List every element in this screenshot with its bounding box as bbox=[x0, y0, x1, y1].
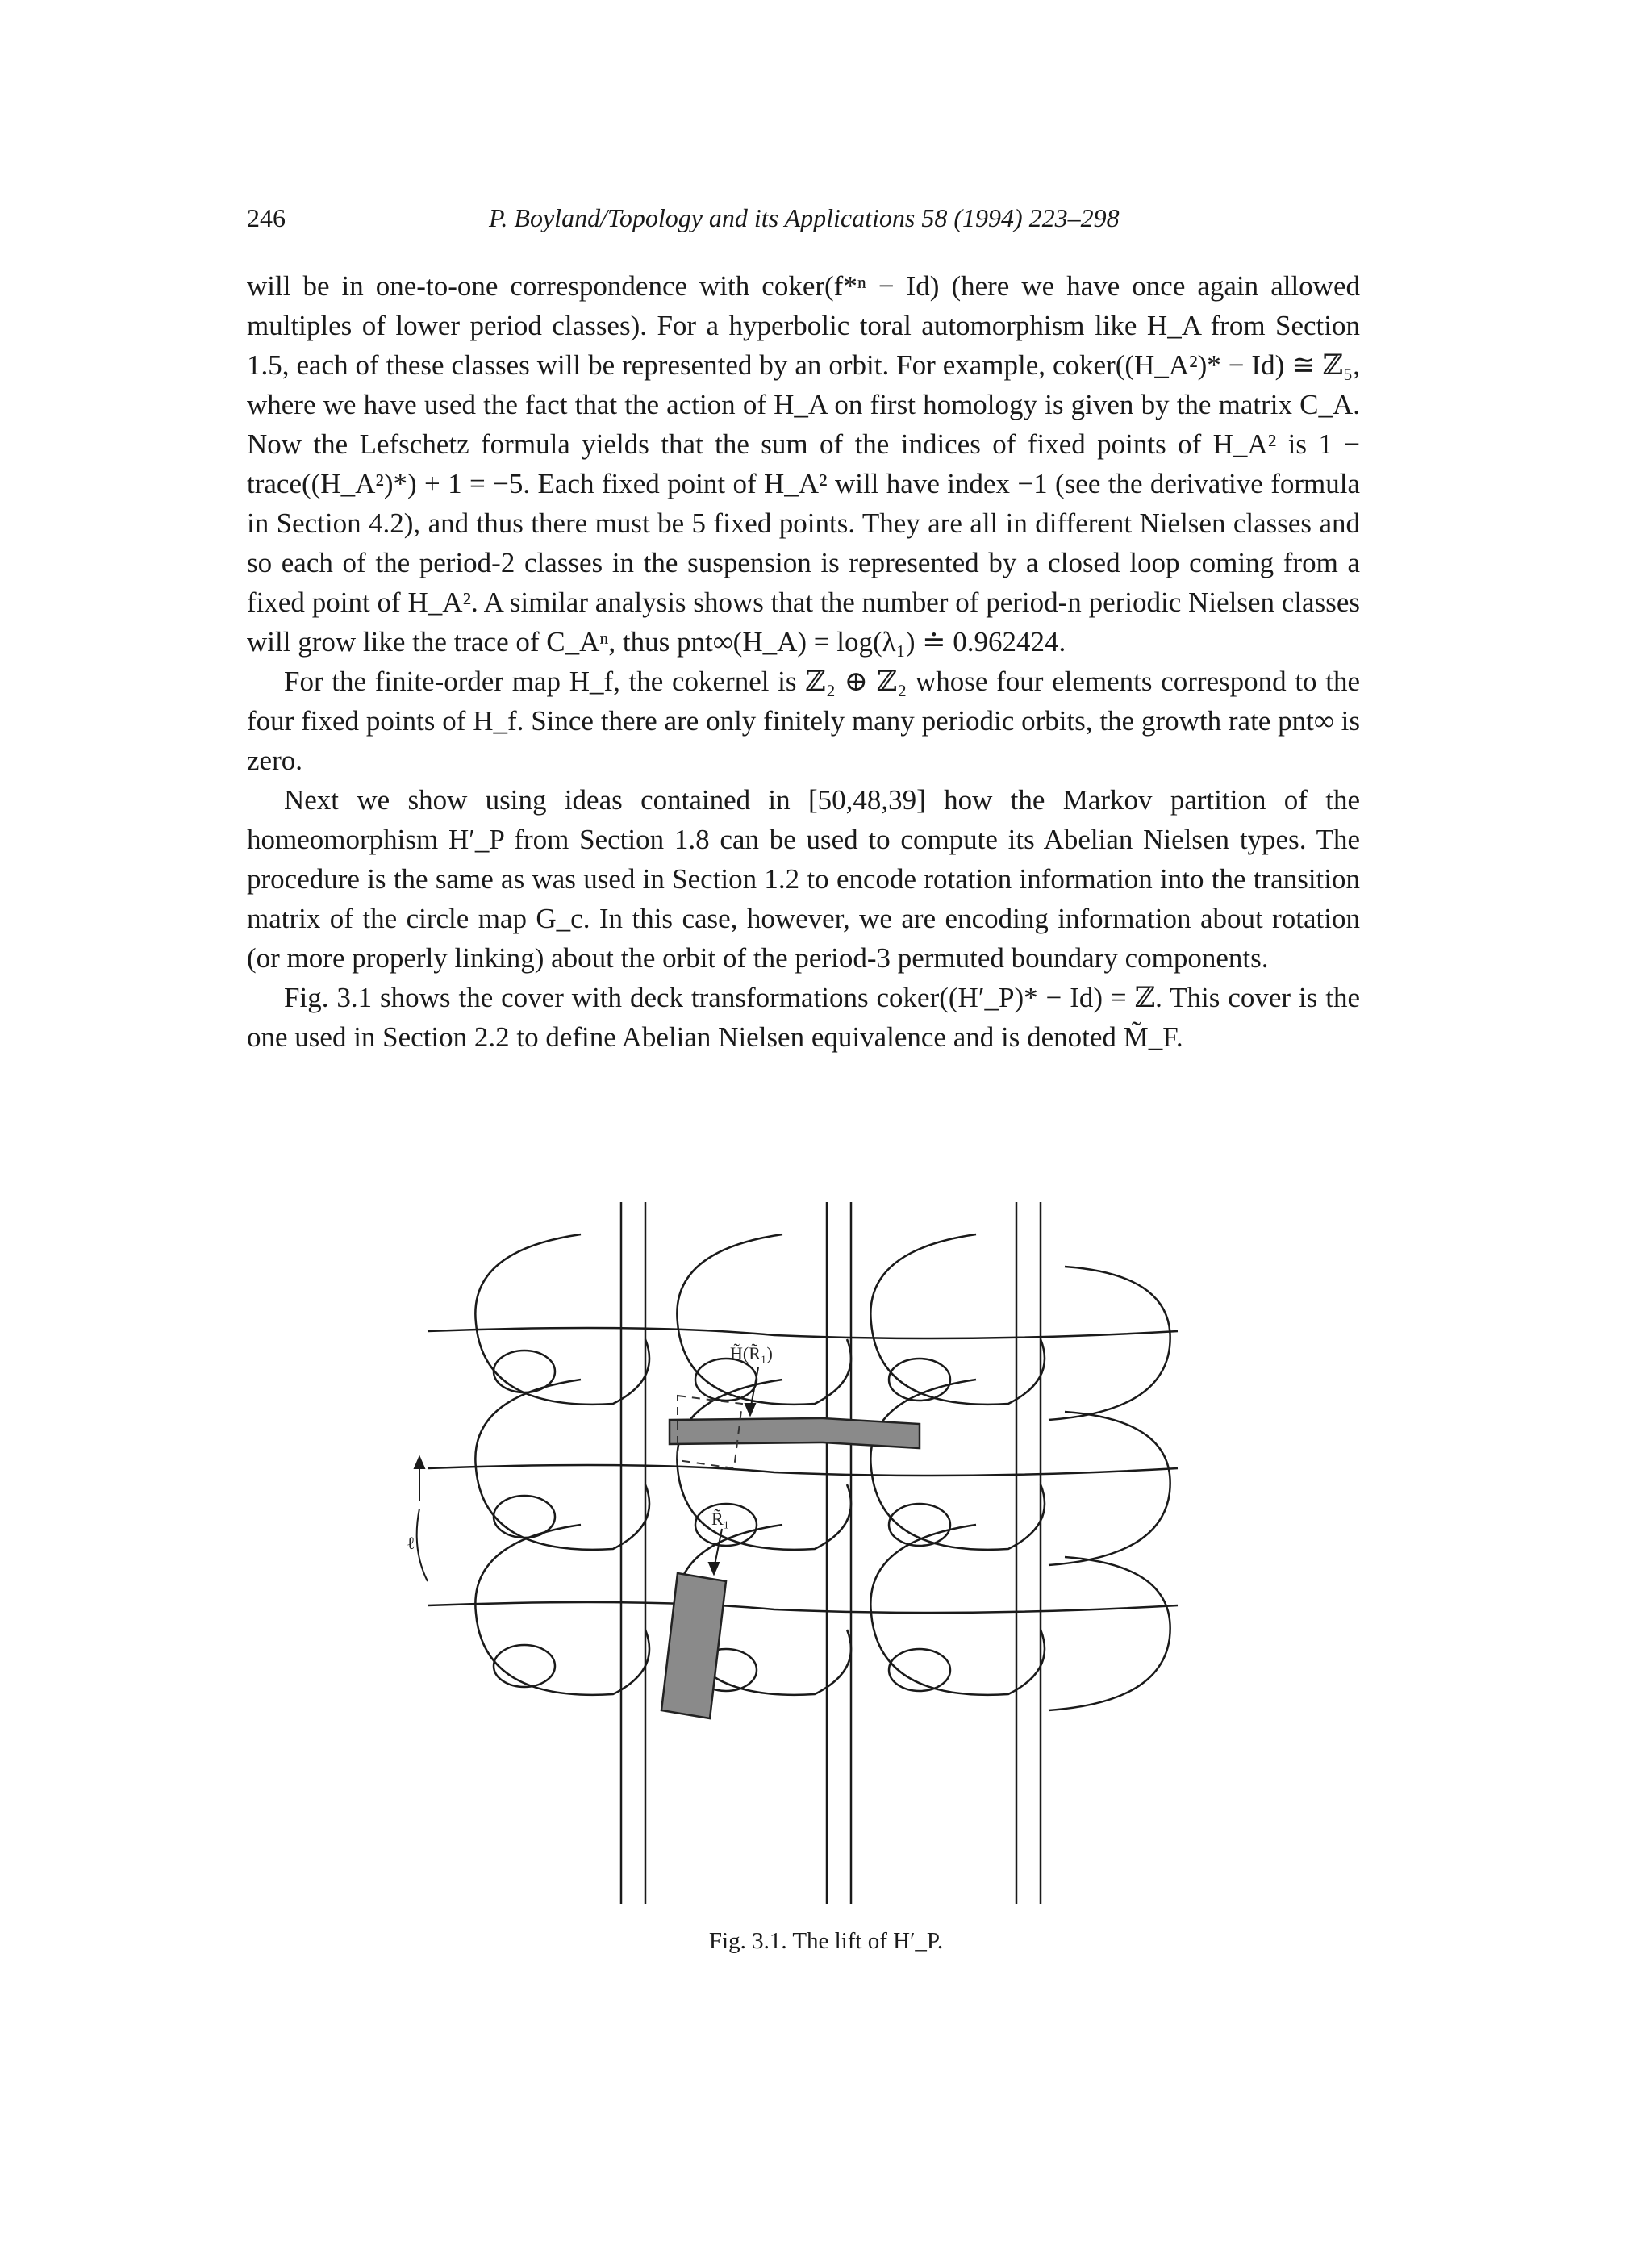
paragraph-4: Fig. 3.1 shows the cover with deck transformations coker((H′_P)* − Id) = ℤ. This cover is the one used in Section 2.2 to define Abelian Nielsen equivalence and is denoted M̃_F. bbox=[247, 982, 1360, 1053]
running-title: P. Boyland/Topology and its Applications 58 (1994) 223–298 bbox=[489, 203, 1120, 232]
running-header bbox=[247, 203, 1360, 236]
figure-3-1 bbox=[403, 1202, 1226, 1912]
page-number: 246 bbox=[247, 203, 286, 232]
figure-caption: Fig. 3.1. The lift of H′_P. bbox=[708, 1928, 944, 1954]
body-text bbox=[247, 266, 1360, 1057]
label-r1: R̃₁ bbox=[711, 1509, 730, 1529]
label-h-r1: H̃(R̃₁) bbox=[730, 1343, 773, 1363]
paragraph-1: will be in one-to-one correspondence with coker(f*ⁿ − Id) (here we have once again allowed multiples of lower period classes). For a hyperbolic toral automorphism like H_A from Section 1.5, each of these classes will be represented by an orbit. For example, coker((H_A²)* − Id) ≅ ℤ₅, where we have used the fact that the action of H_A on first homology is given by the matrix C_A. Now the Lefschetz formula yields that the sum of the indices of fixed points of H_A² is 1 − trace((H_A²)*) + 1 = −5. Each fixed point of H_A² will have index −1 (see the derivative formula in Section 4.2), and thus there must be 5 fixed points. They are all in different Nielsen classes and so each of the period-2 classes in the suspension is represented by a closed loop coming from a fixed point of H_A². A similar analysis shows that the number of period-n periodic Nielsen classes will grow like the trace of C_Aⁿ, thus pnt∞(H_A) = log(λ₁) ≐ 0.962424. bbox=[247, 270, 1360, 658]
rectangle-r1 bbox=[661, 1573, 726, 1718]
image-rectangle bbox=[670, 1396, 920, 1468]
label-ell: ℓ bbox=[407, 1533, 415, 1553]
paragraph-2: For the finite-order map H_f, the cokernel is ℤ₂ ⊕ ℤ₂ whose four elements correspond to the four fixed points of H_f. Since there are only finitely many periodic orbits, the growth rate pnt∞ is zero. bbox=[247, 666, 1360, 776]
braid-lift-curves bbox=[428, 1202, 1178, 1904]
figure-drawing bbox=[403, 1202, 1226, 1912]
paragraph-3: Next we show using ideas contained in [50,48,39] how the Markov partition of the homeomorphism H′_P from Section 1.8 can be used to compute its Abelian Nielsen types. The procedure is the same as was used in Section 1.2 to encode rotation information into the transition matrix of the circle map G_c. In this case, however, we are encoding information about rotation (or more properly linking) about the orbit of the period-3 permuted boundary components. bbox=[247, 784, 1360, 974]
